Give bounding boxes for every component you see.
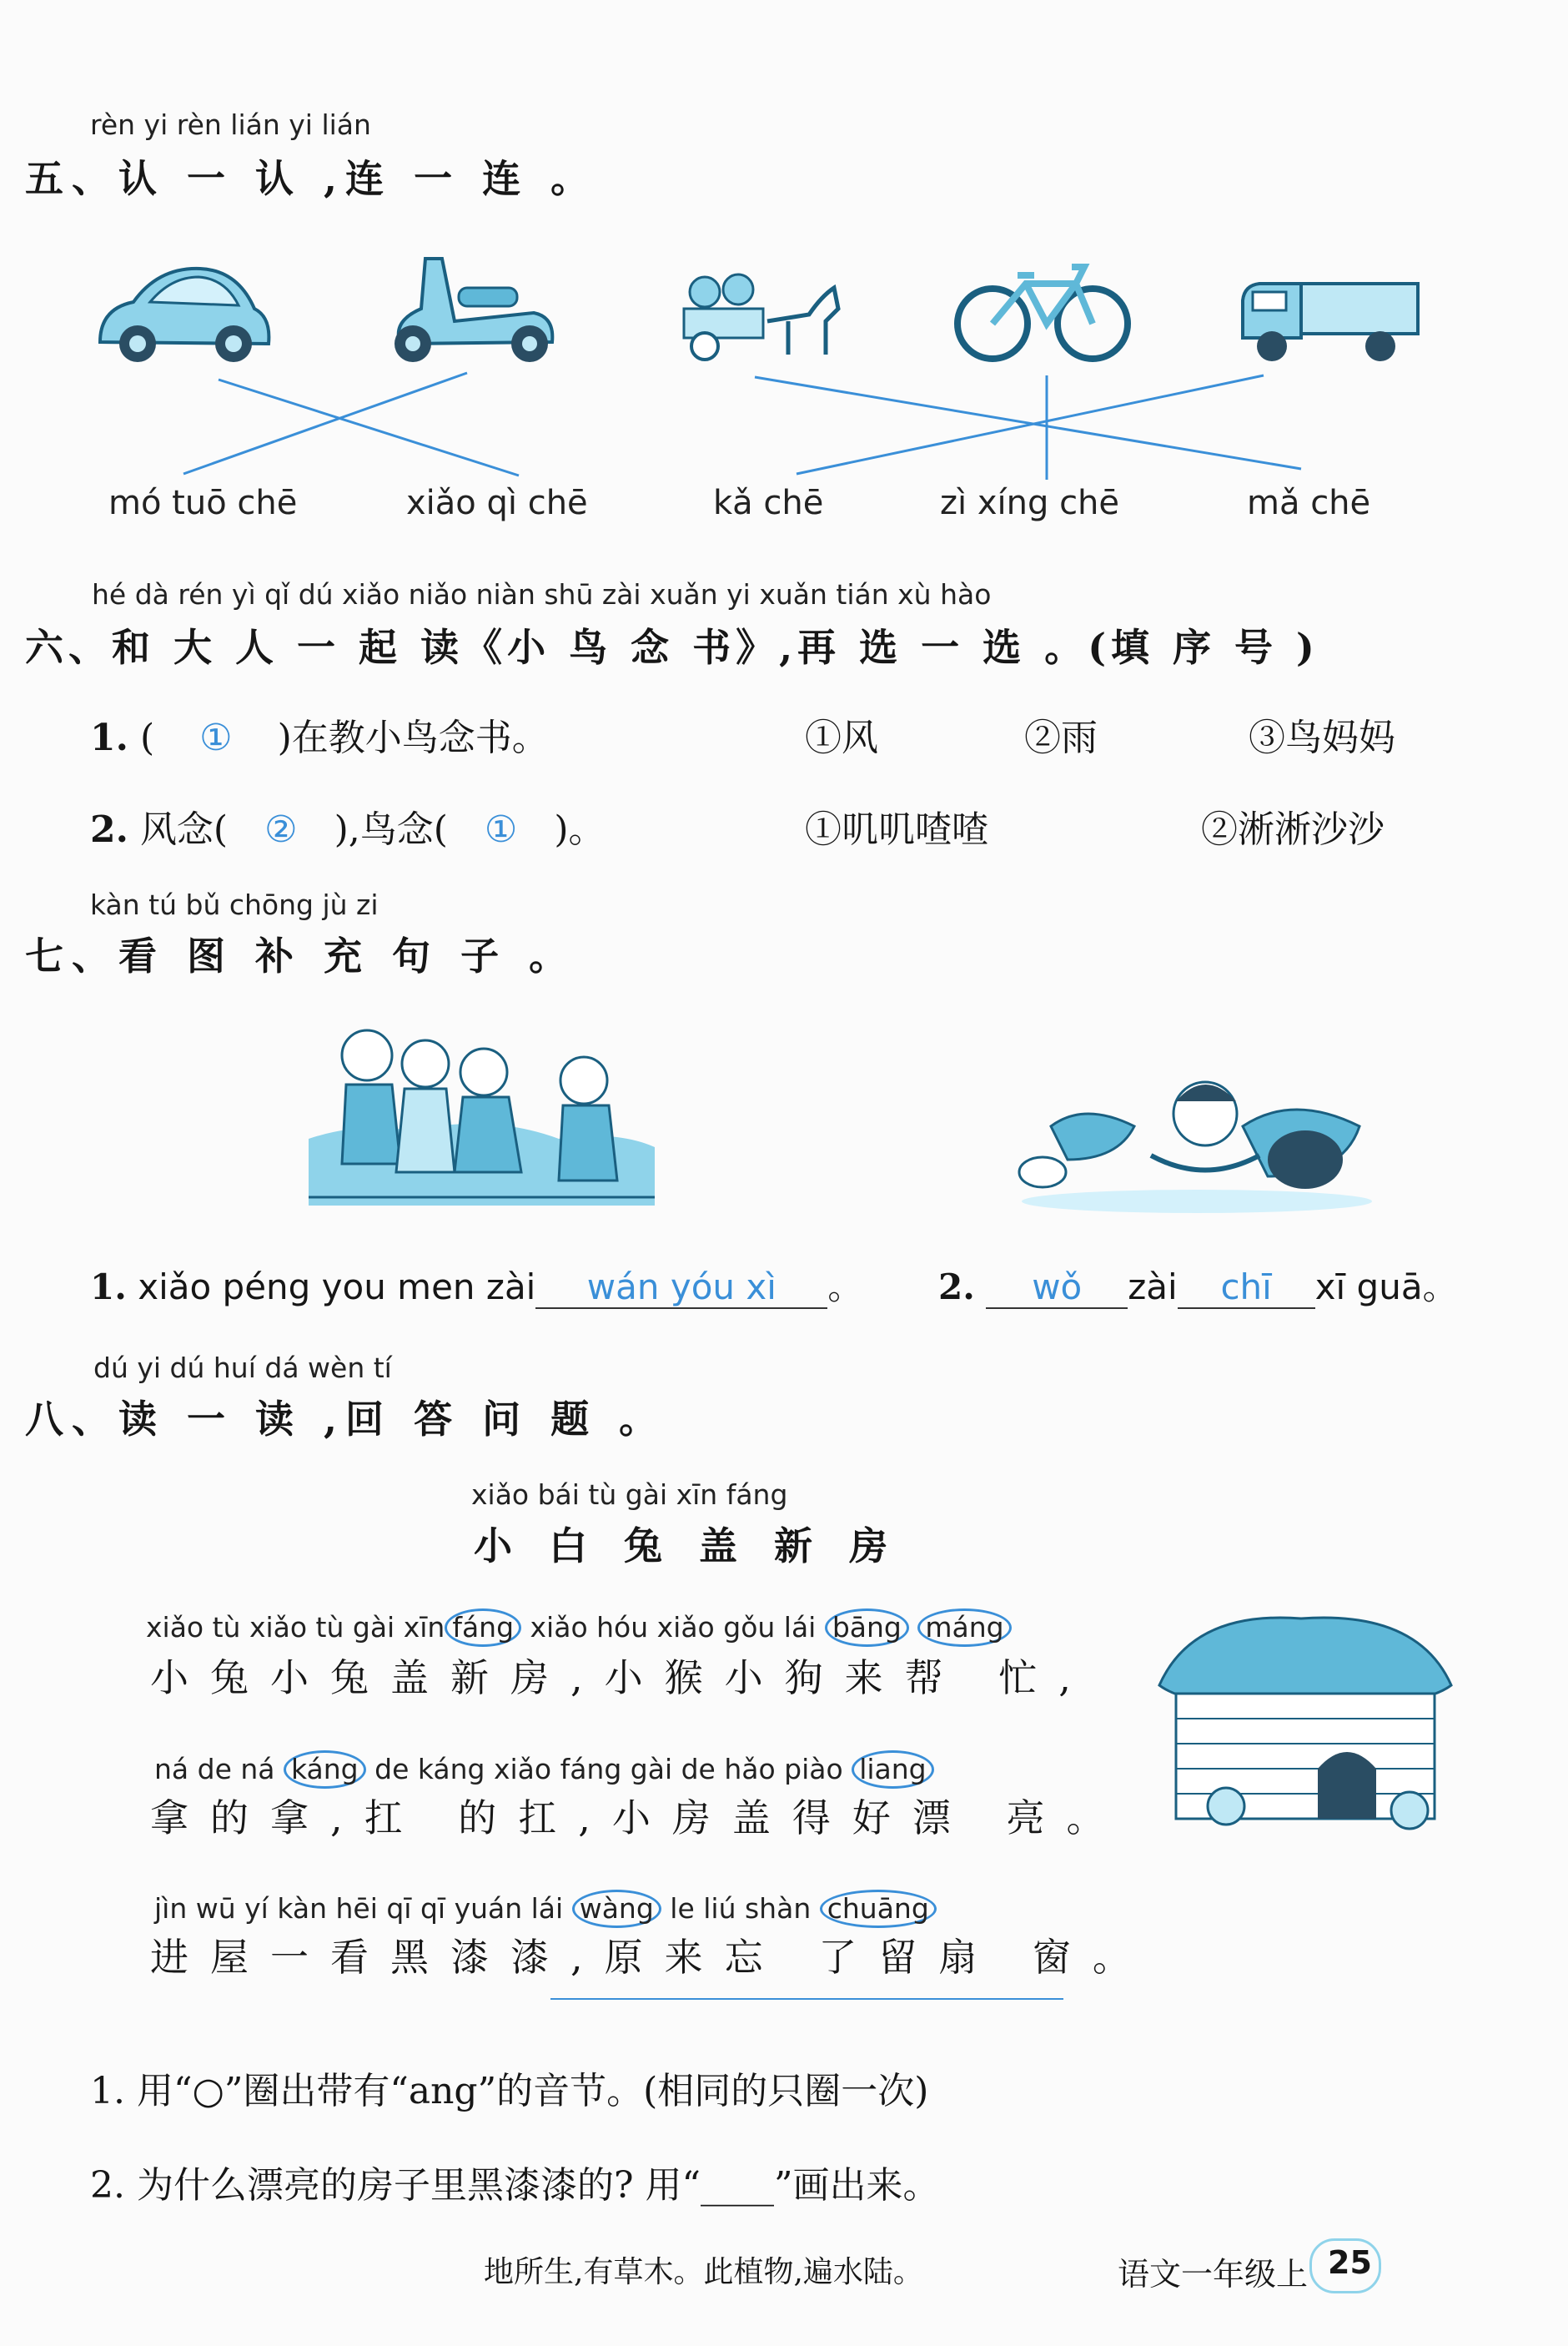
s6-title: 六、和 大 人 一 起 读《小 鸟 念 书》,再 选 一 选 。(填 序 号 )	[25, 625, 1319, 670]
s8-title: 八、读 一 读 ,回 答 问 题 。	[25, 1397, 666, 1442]
circled-syllable[interactable]: chuāng	[820, 1890, 937, 1928]
line3-pinyin: jìn wū yí kàn hēi qī qī yuán lái wàng le liú shàn chuāng	[154, 1890, 937, 1928]
circled-syllable[interactable]: liang	[852, 1750, 933, 1789]
word-horse-cart: mǎ chē	[1247, 484, 1371, 522]
s6-q1-option-2: ②雨	[1024, 717, 1098, 759]
circled-syllable[interactable]: káng	[284, 1750, 366, 1789]
s7-pinyin: kàn tú bǔ chōng jù zi	[90, 889, 379, 921]
s7-q2-answer-2[interactable]: chī	[1178, 1266, 1315, 1309]
circled-syllable[interactable]: bāng	[825, 1608, 909, 1647]
s6-pinyin: hé dà rén yì qǐ dú xiǎo niǎo niàn shū zài xuǎn yi xuǎn tián xù hào	[92, 578, 992, 611]
s8-pinyin: dú yi dú huí dá wèn tí	[93, 1352, 392, 1384]
s7-q1: 1. xiǎo péng you men zài wán yóu xì 。	[90, 1266, 863, 1307]
boy-eating-watermelon-picture	[1018, 1068, 1376, 1218]
circled-syllable[interactable]: wàng	[572, 1890, 661, 1928]
word-motorcycle: mó tuō chē	[108, 484, 298, 522]
s7-q1-answer[interactable]: wán yóu xì	[535, 1266, 827, 1309]
footer-note: 地所生,有草木。此植物,遍水陆。	[484, 2255, 923, 2289]
s6-q2-answer-1[interactable]: ②	[264, 808, 298, 851]
s8-q1: 1. 用“○”圈出带有“ang”的音节。(相同的只圈一次)	[90, 2070, 929, 2112]
line1-pinyin: xiǎo tù xiǎo tù gài xīn fáng xiǎo hóu xiǎo gǒu lái bāng máng	[146, 1608, 1012, 1647]
poem-title-pinyin: xiǎo bái tù gài xīn fáng	[471, 1478, 788, 1511]
s7-q2-answer-1[interactable]: wǒ	[986, 1266, 1128, 1309]
s5-pinyin: rèn yi rèn lián yi lián	[90, 108, 371, 141]
s6-q2-option-1: ①叽叽喳喳	[805, 808, 988, 851]
circled-syllable[interactable]: máng	[917, 1608, 1011, 1647]
children-playing-picture	[309, 1005, 659, 1214]
word-bicycle: zì xíng chē	[940, 484, 1120, 522]
page-number: 25	[1328, 2244, 1372, 2281]
s8-q2: 2. 为什么漂亮的房子里黑漆漆的? 用“____”画出来。	[90, 2164, 940, 2207]
s6-q1-option-3: ③鸟妈妈	[1249, 717, 1395, 759]
s6-q1-option-1: ①风	[805, 717, 878, 759]
poem-line-2: 拿的拿,扛 的扛,小房盖得好漂 亮。	[150, 1795, 1127, 1840]
answer-underline	[550, 1998, 1063, 2000]
s5-title: 五、认 一 认 ,连 一 连 。	[25, 156, 598, 201]
line2-pinyin: ná de ná káng de káng xiǎo fáng gài de hǎo piào liang	[154, 1750, 934, 1789]
poem-line-1: 小兔小兔盖新房,小猴小狗来帮 忙,	[150, 1655, 1093, 1700]
s6-q1: 1. ( ① )在教小鸟念书。	[90, 717, 549, 759]
poem-title: 小 白 兔 盖 新 房	[474, 1523, 900, 1568]
s6-q1-answer[interactable]: ①	[199, 717, 233, 759]
circled-syllable[interactable]: fáng	[445, 1608, 521, 1647]
word-car: xiǎo qì chē	[406, 484, 588, 522]
word-truck: kǎ chē	[713, 484, 824, 522]
s6-q2-option-2: ②淅淅沙沙	[1201, 808, 1385, 851]
rabbit-house-picture	[1143, 1610, 1468, 1844]
s7-q2: 2. wǒ zài chī xī guā。	[938, 1266, 1458, 1307]
footer-book: 语文一年级上	[1118, 2256, 1309, 2293]
s7-title: 七、看 图 补 充 句 子 。	[25, 934, 576, 979]
s6-q2: 2. 风念( ② ),鸟念( ① )。	[90, 808, 606, 851]
s6-q2-answer-2[interactable]: ①	[484, 808, 518, 851]
poem-line-3: 进屋一看黑漆漆,原来忘 了留扇 窗。	[150, 1935, 1153, 1980]
